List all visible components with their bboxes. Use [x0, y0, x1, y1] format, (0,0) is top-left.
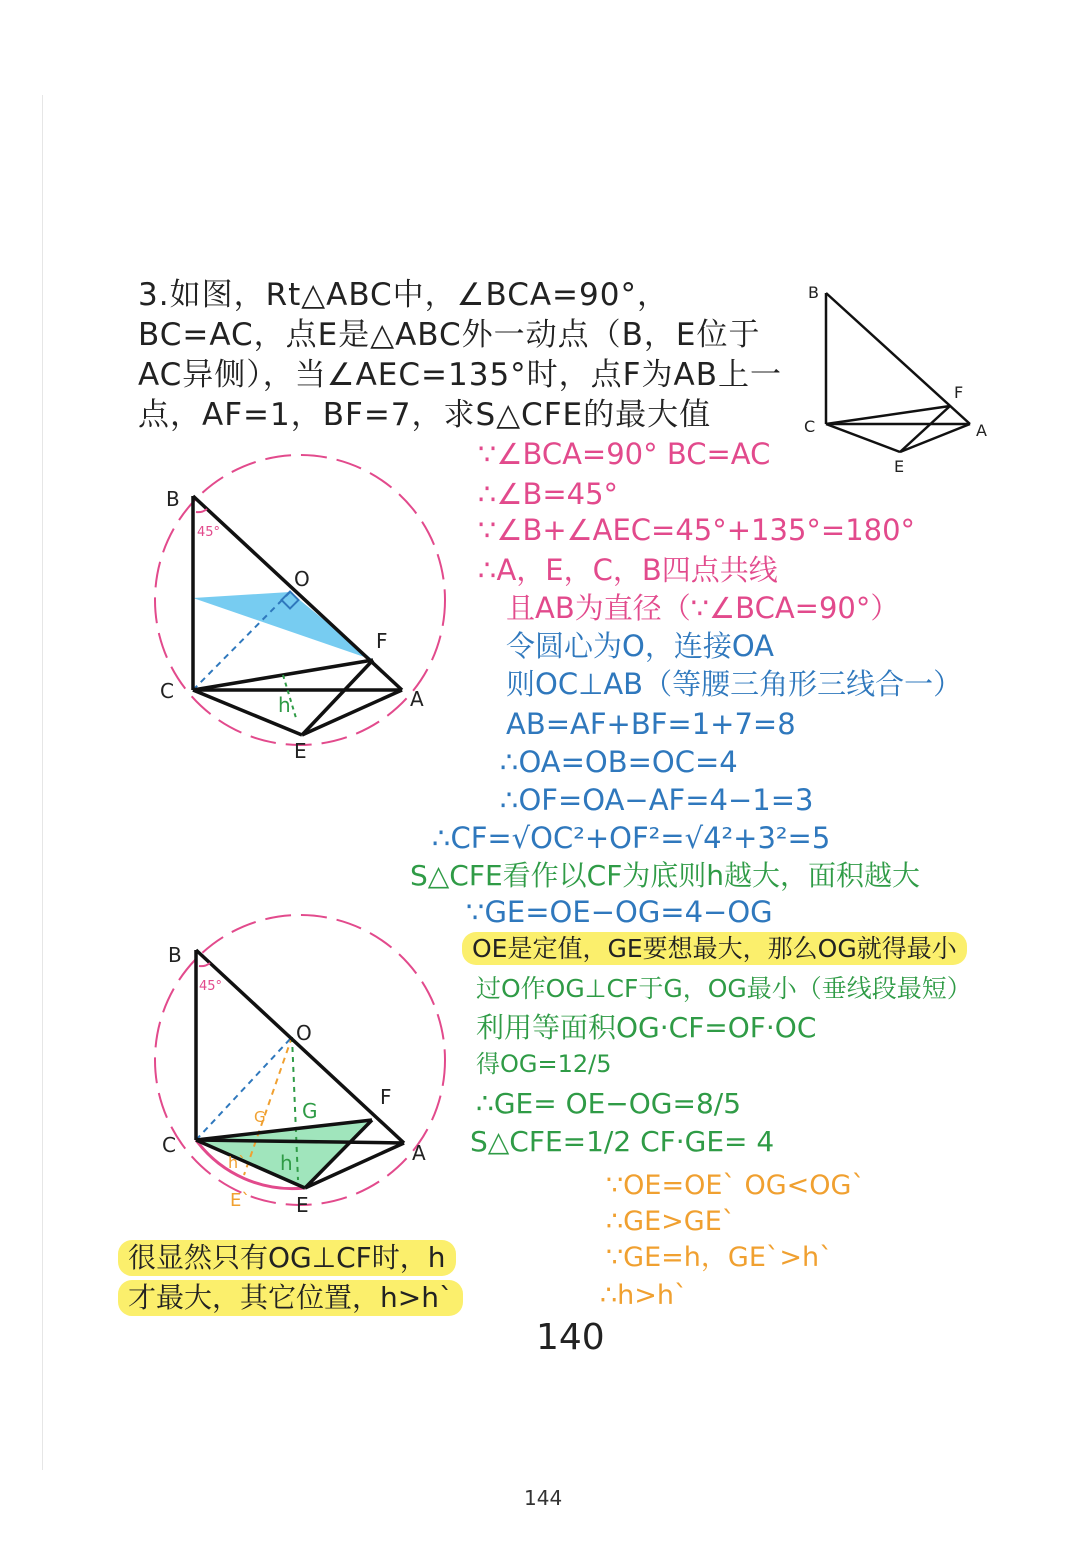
fig3-label-o: O [296, 1021, 312, 1045]
handwritten-page-number: 140 [536, 1317, 605, 1358]
step-9: ∴OA=OB=OC=4 [500, 745, 738, 779]
fig3-label-b: B [168, 943, 182, 967]
step-4: ∴A，E，C，B四点共线 [478, 553, 778, 587]
step-21: ∵GE=h，GE`>h` [606, 1242, 833, 1273]
fig2-label-c: C [160, 679, 174, 703]
step-3: ∵∠B+∠AEC=45°+135°=180° [478, 513, 916, 547]
fig2-label-b: B [166, 487, 180, 511]
step-17: ∴GE= OE−OG=8/5 [476, 1087, 742, 1120]
fig2-h-label: h [278, 693, 291, 717]
fig3-g-prime-label: G [254, 1108, 266, 1126]
step-12: S△CFE看作以CF为底则h越大，面积越大 [410, 859, 921, 892]
step-18: S△CFE=1/2 CF·GE= 4 [470, 1125, 775, 1158]
problem-line-2: BC=AC，点E是△ABC外一动点（B，E位于 [138, 317, 761, 353]
fig1-label-a: A [976, 421, 987, 440]
fig2-label-e: E [294, 739, 307, 763]
problem-line-3: AC异侧），当∠AEC=135°时，点F为AB上一 [138, 357, 782, 393]
step-6: 令圆心为O，连接OA [506, 629, 774, 663]
highlight-note-1: OE是定值，GE要想最大，那么OG就得最小 [462, 932, 967, 965]
step-8: AB=AF+BF=1+7=8 [506, 707, 796, 741]
step-20: ∴GE>GE` [606, 1206, 736, 1237]
fig1-label-b: B [808, 283, 819, 302]
step-15: 利用等面积OG·CF=OF·OC [476, 1011, 817, 1044]
step-5: 且AB为直径（∵∠BCA=90°） [506, 591, 900, 625]
fig3-e-prime-label: E` [230, 1190, 251, 1211]
step-11: ∴CF=√OC²+OF²=√4²+3²=5 [432, 821, 831, 855]
fig3-label-f: F [380, 1085, 392, 1109]
step-7: 则OC⊥AB（等腰三角形三线合一） [506, 667, 963, 701]
step-16: 得OG=12/5 [476, 1050, 612, 1078]
fig2-angle-label: 45° [197, 525, 221, 540]
fig2-label-o: O [294, 567, 310, 591]
step-13: ∵GE=OE−OG=4−OG [466, 895, 773, 929]
problem-line-4: 点，AF=1，BF=7，求S△CFE的最大值 [138, 397, 712, 433]
fig3-label-g: G [302, 1099, 318, 1123]
highlight-note-2a: 很显然只有OG⊥CF时，h [118, 1240, 456, 1276]
fig2-label-a: A [410, 687, 424, 711]
fig3-label-a: A [412, 1141, 426, 1165]
step-2: ∴∠B=45° [478, 477, 619, 511]
fig1-label-e: E [894, 457, 905, 476]
step-19: ∵OE=OE` OG<OG` [606, 1170, 865, 1201]
fig3-angle-label: 45° [199, 979, 223, 994]
step-10: ∴OF=OA−AF=4−1=3 [500, 783, 814, 817]
problem-line-1: 3.如图，Rt△ABC中，∠BCA=90°， [138, 277, 669, 313]
fig3-h-prime-label: h` [228, 1153, 247, 1172]
fig2-label-f: F [376, 629, 388, 653]
step-22: ∴h>h` [600, 1280, 688, 1311]
step-14: 过O作OG⊥CF于G，OG最小（垂线段最短） [476, 974, 972, 1003]
step-1: ∵∠BCA=90° BC=AC [478, 437, 771, 471]
fig3-label-e: E [296, 1193, 309, 1217]
highlight-note-2b: 才最大，其它位置，h>h` [118, 1280, 463, 1316]
fig1-label-f: F [954, 383, 964, 402]
printed-page-number: 144 [524, 1486, 563, 1510]
fig3-h-label: h [280, 1151, 293, 1175]
fig3-label-c: C [162, 1133, 176, 1157]
fig1-label-c: C [804, 417, 816, 436]
